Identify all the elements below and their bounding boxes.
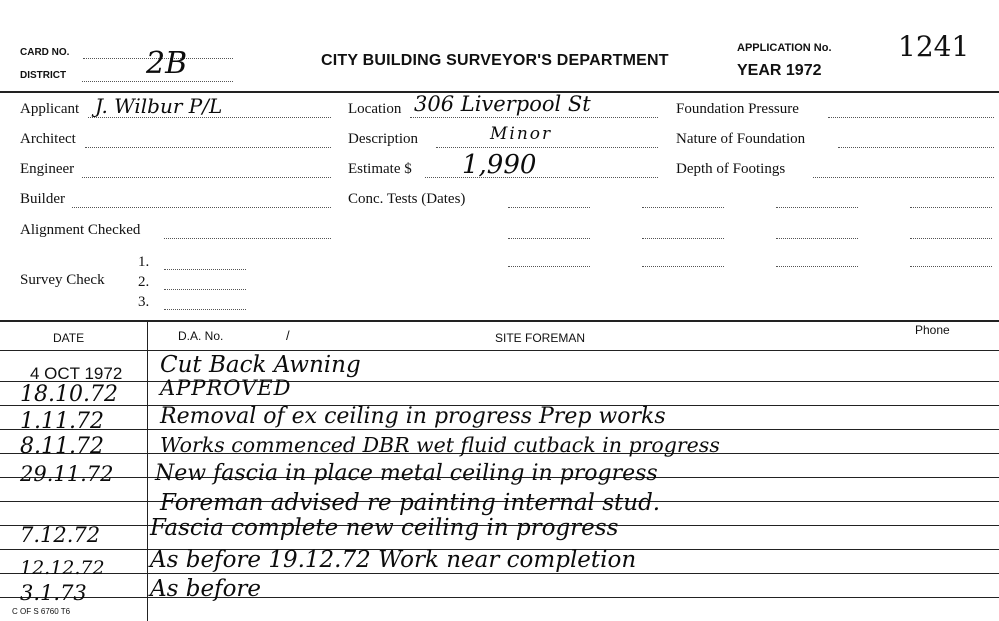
estimate-label: Estimate $ xyxy=(348,161,412,177)
log-entry-date-2: 18.10.72 xyxy=(20,382,118,407)
survey-number-1: 1. xyxy=(138,254,150,270)
log-rule-3 xyxy=(0,429,999,430)
engineer-label: Engineer xyxy=(20,161,75,177)
survey-number-3: 3. xyxy=(138,294,150,310)
applicant-label: Applicant xyxy=(20,101,80,117)
estimate-value: 1,990 xyxy=(462,150,537,180)
log-entry-text-8: As before 19.12.72 Work near completion xyxy=(150,547,637,573)
district-label: DISTRICT xyxy=(20,70,67,81)
date-column-header: DATE xyxy=(53,331,85,345)
log-entry-text-1: Cut Back Awning xyxy=(160,352,361,378)
foundation-pressure-line xyxy=(828,117,994,118)
conc-tests-line-9 xyxy=(508,266,590,267)
log-rule-1 xyxy=(0,381,999,382)
year-label: YEAR 1972 xyxy=(737,62,822,79)
survey-line-2 xyxy=(164,289,246,290)
phone-column-header: Phone xyxy=(915,323,950,337)
description-value: Minor xyxy=(490,124,553,144)
conc-tests-line-8 xyxy=(910,238,992,239)
department-title: CITY BUILDING SURVEYOR'S DEPARTMENT xyxy=(321,52,669,69)
log-entry-text-7: Fascia complete new ceiling in progress xyxy=(150,515,619,541)
log-entry-text-9: As before xyxy=(150,576,262,602)
alignment-line xyxy=(164,238,331,239)
architect-label: Architect xyxy=(20,131,76,147)
log-entry-text-2: APPROVED xyxy=(160,376,292,400)
conc-tests-line-12 xyxy=(910,266,992,267)
alignment-label: Alignment Checked xyxy=(20,222,141,238)
architect-line xyxy=(85,147,331,148)
conc-tests-line-5 xyxy=(508,238,590,239)
applicant-value: J. Wilbur P/L xyxy=(95,94,223,118)
log-entry-date-5: 29.11.72 xyxy=(20,462,114,486)
builder-label: Builder xyxy=(20,191,65,207)
log-entry-text-3: Removal of ex ceiling in progress Prep works xyxy=(160,404,666,429)
application-no-label: APPLICATION No. xyxy=(737,42,832,54)
location-value: 306 Liverpool St xyxy=(414,92,591,116)
card-no-label: CARD NO. xyxy=(20,47,70,58)
da-no-slash: / xyxy=(286,328,290,343)
depth-footings-line xyxy=(813,177,994,178)
log-entry-text-4: Works commenced DBR wet fluid cutback in progress xyxy=(160,433,720,457)
location-label: Location xyxy=(348,101,402,117)
conc-tests-line-6 xyxy=(642,238,724,239)
log-entry-date-3: 1.11.72 xyxy=(20,409,104,434)
conc-tests-line-10 xyxy=(642,266,724,267)
site-foreman-column-header: SITE FOREMAN xyxy=(495,331,586,345)
form-code: C OF S 6760 T6 xyxy=(12,607,71,616)
conc-tests-line-2 xyxy=(642,207,724,208)
estimate-line xyxy=(425,177,658,178)
log-date-divider xyxy=(147,320,148,621)
nature-foundation-label: Nature of Foundation xyxy=(676,131,806,147)
survey-check-label: Survey Check xyxy=(20,272,105,288)
log-entry-date-4: 8.11.72 xyxy=(20,434,104,459)
log-rule-9 xyxy=(0,573,999,574)
application-number: 1241 xyxy=(898,30,970,63)
log-entry-date-7: 7.12.72 xyxy=(20,523,101,547)
conc-tests-label: Conc. Tests (Dates) xyxy=(348,191,466,207)
builder-line xyxy=(72,207,331,208)
nature-foundation-line xyxy=(838,147,994,148)
log-entry-text-6: Foreman advised re painting internal stud. xyxy=(160,490,661,516)
district-line xyxy=(82,81,233,82)
conc-tests-line-4 xyxy=(910,207,992,208)
log-entry-text-5: New fascia in place metal ceiling in progress xyxy=(155,461,658,486)
foundation-pressure-label: Foundation Pressure xyxy=(676,101,799,117)
conc-tests-line-1 xyxy=(508,207,590,208)
conc-tests-line-11 xyxy=(776,266,858,267)
description-label: Description xyxy=(348,131,418,147)
survey-line-1 xyxy=(164,269,246,270)
description-line xyxy=(436,147,658,148)
log-entry-date-8: 12.12.72 xyxy=(20,557,105,579)
district-value: 2B xyxy=(146,46,188,81)
conc-tests-line-3 xyxy=(776,207,858,208)
depth-footings-label: Depth of Footings xyxy=(676,161,786,177)
da-no-column-header: D.A. No. xyxy=(178,329,224,343)
log-top-border xyxy=(0,320,999,322)
survey-line-3 xyxy=(164,309,246,310)
conc-tests-line-7 xyxy=(776,238,858,239)
log-entry-date-9: 3.1.73 xyxy=(20,581,87,605)
log-entry-date-1: 4 OCT 1972 xyxy=(30,364,123,383)
survey-number-2: 2. xyxy=(138,274,150,290)
log-header-border xyxy=(0,350,999,351)
location-line xyxy=(410,117,658,118)
engineer-line xyxy=(82,177,331,178)
